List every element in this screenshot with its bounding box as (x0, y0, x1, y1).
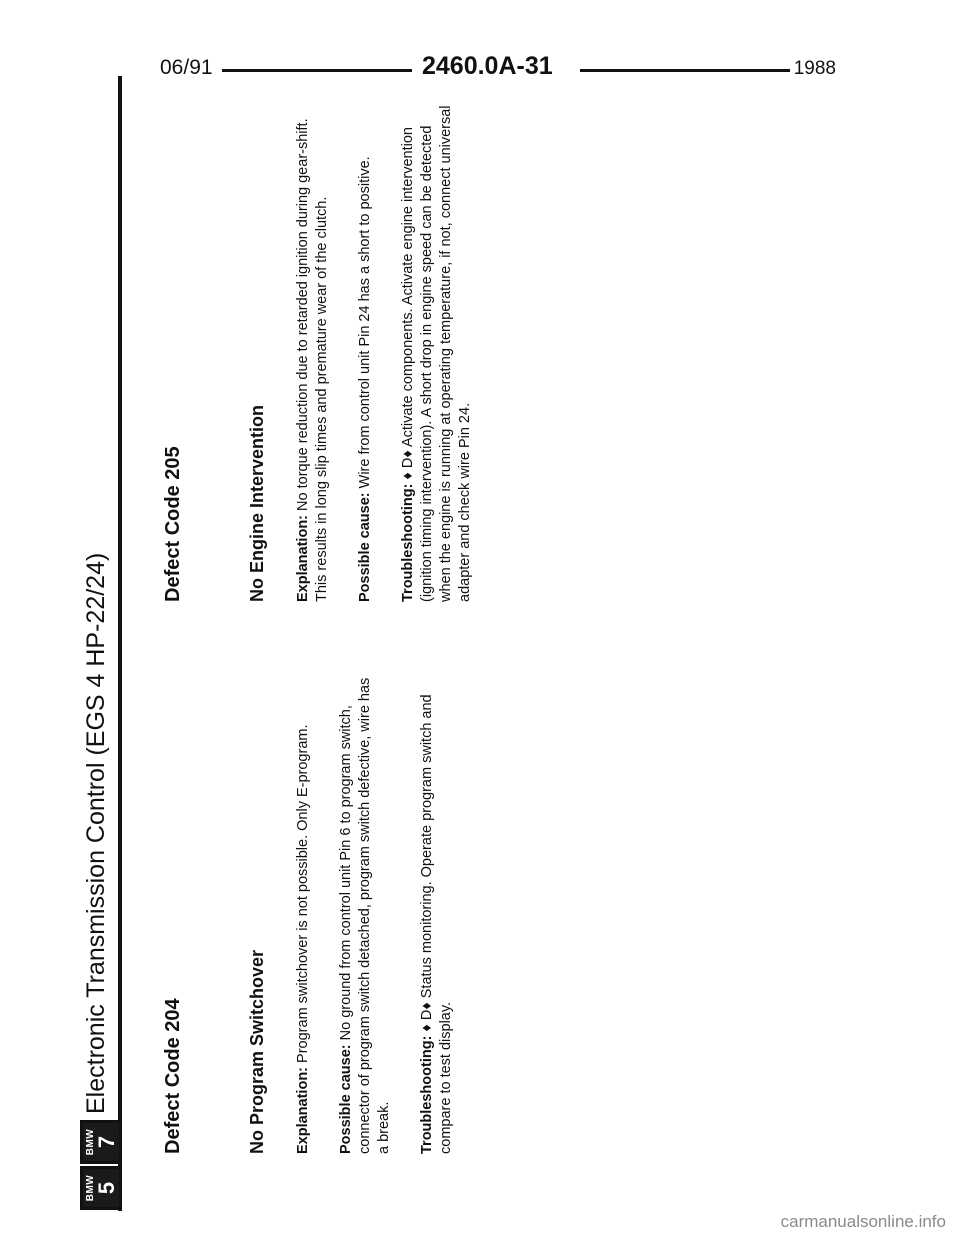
paragraph-text: No ground from control unit Pin 6 to program switch, connector of program switch detached, program switch defective, wire has a break. (338, 677, 392, 1154)
explanation-paragraph (294, 102, 332, 602)
section-defect-205 (162, 102, 499, 602)
possible-cause-paragraph (337, 674, 394, 1154)
paragraph-label: Explanation: (295, 1066, 311, 1154)
badge-bmw-5 (80, 1166, 122, 1210)
header-doc-code: 2460.0A-31 (422, 52, 553, 80)
defect-subtitle: No Engine Intervention (247, 404, 267, 602)
badge-maker: BMW (84, 1128, 96, 1156)
watermark-text: carmanualsonline.info (780, 1212, 946, 1231)
paragraph-text: No torque reduction due to retarded ignition during gear-shift. This results in long slip times and premature wear of the clutch. (295, 118, 330, 602)
header-year: 1988 (793, 58, 836, 79)
header-date: 06/91 (160, 56, 213, 79)
paragraph-label: Troubleshooting: (400, 483, 416, 602)
badge-series: 7 (93, 1135, 119, 1149)
troubleshooting-paragraph (399, 102, 475, 602)
paragraph-text: ♦ D♦ Status monitoring. Operate program switch and compare to test display. (419, 694, 454, 1154)
defect-subtitle: No Program Switchover (247, 949, 267, 1154)
badge-series: 5 (93, 1181, 119, 1195)
section-defect-204 (162, 674, 480, 1154)
bmw-series-logo (80, 1118, 122, 1210)
paragraph-text: ♦ D♦ Activate components. Activate engine intervention (ignition timing intervention). A short drop in engine speed can be detected when the engine is running at operating temperature, if not, connect universal adapter and check wire Pin 24. (400, 105, 473, 602)
paragraph-label: Troubleshooting: (419, 1035, 435, 1154)
badge-maker: BMW (84, 1174, 96, 1202)
paragraph-text: Program switchover is not possible. Only E-program. (295, 724, 311, 1067)
possible-cause-paragraph (356, 102, 375, 602)
explanation-paragraph (294, 674, 313, 1154)
badge-bmw-7 (80, 1120, 122, 1164)
defect-code-heading: Defect Code 205 (162, 446, 184, 602)
paragraph-text: Wire from control unit Pin 24 has a short to positive. (357, 156, 373, 493)
rotated-page-content (80, 80, 500, 1210)
header-rule-left (222, 69, 412, 72)
defect-code-heading: Defect Code 204 (162, 998, 184, 1154)
page-title: Electronic Transmission Control (EGS 4 HP-22/24) (82, 552, 110, 1114)
paragraph-label: Possible cause: (338, 1044, 354, 1154)
paragraph-label: Possible cause: (357, 492, 373, 602)
paragraph-label: Explanation: (295, 514, 311, 602)
header-rule-right (580, 69, 790, 72)
troubleshooting-paragraph (418, 674, 456, 1154)
